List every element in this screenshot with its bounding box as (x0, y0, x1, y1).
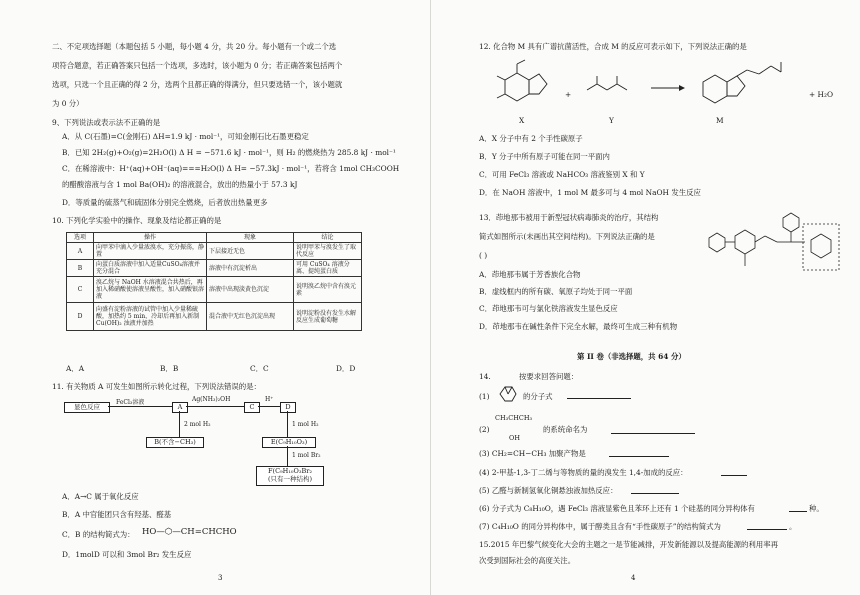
table-cell: D (67, 303, 94, 331)
compound-m-structure (703, 62, 781, 103)
q14-item2-oh: OH (509, 434, 520, 442)
section-header-line-4: 为 0 分） (52, 99, 84, 108)
flow-node-d: D (280, 402, 296, 413)
flow-color-reaction: 显色反应 (64, 402, 110, 413)
table-cell: 向蛋白质溶液中加入适量CuSO₄溶液并充分混合 (94, 260, 207, 277)
q9-option-d: D．等质量的硫蒸气和硫固体分别完全燃烧，后者放出热量更多 (62, 198, 268, 207)
label-water: + H₂O (809, 90, 834, 99)
table-row (67, 303, 362, 331)
label-m: M (716, 116, 724, 125)
q14-item4: (4) 2-甲基-1,3-丁二烯与等物质的量的溴发生 1,4-加成的反应： (479, 468, 688, 477)
q11-option-a: A．A→C 属于氧化反应 (62, 492, 139, 501)
flow-node-f (256, 466, 324, 486)
q11-option-c-structure: HO—⬡—CH=CHCHO (142, 527, 237, 537)
flow-node-f-formula: F(C₉H₁₀O₃Br₂ (268, 467, 312, 475)
q11-stem: 11. 有关物质 A 可发生如图所示转化过程，下列说法错误的是： (52, 382, 261, 391)
q12-option-b: B．Y 分子中所有原子可能在同一平面内 (479, 152, 610, 161)
reaction-arrowhead (679, 85, 685, 91)
q14-item3: (3) CH₂=CH−CH₃ 加聚产物是 (479, 449, 586, 458)
right-page (430, 0, 860, 595)
table-cell: 溶液中有沉淀析出 (207, 260, 294, 277)
q14-item1-label: (1) (479, 392, 490, 401)
table-cell: 混合液中无红色沉淀出现 (207, 303, 294, 331)
q9-option-a: A．从 C(石墨)=C(金刚石) ΔH=1.9 kJ · mol⁻¹，可知金刚石比石墨更稳定 (62, 132, 309, 141)
q15-line-2: 次受到国际社会的高度关注。 (479, 556, 576, 565)
table-cell: A (67, 243, 94, 260)
q13-paren: ( ) (479, 251, 488, 260)
page-number-left: 3 (218, 574, 223, 582)
q13-option-d: D．茚地那韦在碱性条件下完全水解，最终可生成三种有机物 (479, 322, 678, 331)
q13-option-a: A．茚地那韦属于芳香族化合物 (479, 270, 581, 279)
q14-item2-text: 的系统命名为 (543, 425, 588, 434)
part-ii-title: 第 II 卷（非选择题，共 64 分） (577, 352, 686, 361)
flow-label-fecl3: FeCl₃溶液 (116, 399, 145, 406)
flow-arrow (186, 406, 244, 407)
table-header: 结论 (294, 233, 362, 243)
q10-choice-c: C．C (250, 364, 269, 373)
q14-number: 14. (479, 372, 491, 381)
q9-option-c: C．在稀溶液中：H⁺(aq)+OH⁻(aq)===H₂O(l) Δ H= −57.3kJ · mol⁻¹，若将含 1mol CH₃COOH (62, 164, 400, 173)
table-row (67, 277, 362, 303)
table-header: 选项 (67, 233, 94, 243)
q15-line-1: 15.2015 年巴黎气候变化大会的主题之一是节能减排，开发新能源以及提高能源的利用率再 (479, 540, 778, 549)
q10-choice-a: A．A (66, 364, 85, 373)
table-cell: 向甲苯中滴入少量浓溴水，充分振荡，静置 (94, 243, 207, 260)
flow-arrow (258, 406, 280, 407)
table-cell: B (67, 260, 94, 277)
q13-indinavir-structure (699, 210, 849, 280)
compound-y-structure (587, 76, 627, 90)
norbornene-icon (497, 384, 519, 404)
flow-node-b: B(不含−CH₃) (146, 437, 204, 448)
flow-label-hplus: H⁺ (265, 396, 274, 403)
table-cell: 说明溴乙烷中含有溴元素 (294, 277, 362, 303)
section-header-line-3: 选项，只选一个且正确的得 2 分，选两个且都正确的得满分，但只要选错一个，该小题就 (52, 80, 343, 89)
label-y: Y (609, 116, 614, 125)
table-cell: 向盛有淀粉溶液的试管中加入少量稀硫酸，加热约 5 min，冷却后再加入新制 Cu(OH)₂ 浊液并加热 (94, 303, 207, 331)
answer-blank (631, 493, 679, 494)
table-cell: 下层接近无色 (207, 243, 294, 260)
q13-option-c: C．茚地那韦可与氯化铁溶液发生显色反应 (479, 304, 618, 313)
flow-arrow (179, 411, 180, 437)
table-row (67, 260, 362, 277)
section-header-line-1: 二、不定项选择题（本题包括 5 小题，每小题 4 分，共 20 分。每小题有一个或二个选 (52, 42, 337, 51)
flow-node-e: E(C₉H₁₀O₃) (262, 437, 316, 448)
flow-node-a: A (172, 402, 188, 413)
table-cell: C (67, 277, 94, 303)
table-cell: 溴乙烷与 NaOH 水溶液混合共热后，再加入稀硝酸使溶液呈酸性，加入硝酸银溶液 (94, 277, 207, 303)
answer-blank (721, 475, 747, 476)
table-header: 操作 (94, 233, 207, 243)
q14-item6: (6) 分子式为 C₈H₁₀O，遇 FeCl₃ 溶液显紫色且苯环上还有 1 个硅基的同分异构体有 (479, 504, 755, 513)
q13-stem-2: 简式如图所示(未画出其空间结构)。下列说法正确的是 (479, 232, 655, 241)
flow-label-2molh2: 2 mol H₂ (184, 421, 211, 428)
q14-item2-formula-top: CH₃CHCH₃ (495, 414, 533, 422)
q12-option-c: C．可用 FeCl₃ 溶液或 NaHCO₃ 溶液鉴别 X 和 Y (479, 170, 645, 179)
q10-stem: 10. 下列化学实验中的操作、现象及结论都正确的是 (52, 216, 222, 225)
q12-stem: 12. 化合物 M 具有广谱抗菌活性，合成 M 的反应可表示如下，下列说法正确的是 (479, 42, 747, 51)
q12-option-a: A．X 分子中有 2 个手性碳原子 (479, 134, 583, 143)
label-x: X (519, 116, 525, 125)
q14-item6-end: 种。 (809, 504, 824, 513)
q11-option-d: D．1molD 可以和 3mol Br₂ 发生反应 (62, 550, 192, 559)
table-header-row (67, 233, 362, 243)
flow-node-c: C (244, 402, 260, 413)
q14-item2-label: (2) (479, 425, 490, 434)
flow-node-f-note: (只有一种结构) (267, 475, 313, 483)
q14-item5: (5) 乙醛与新制氢氧化铜悬浊液加热反应： (479, 486, 618, 495)
flow-arrow (287, 446, 288, 466)
q10-choice-d: D．D (336, 364, 356, 373)
flow-label-agnh3: Ag(NH₃)₂OH (192, 396, 231, 403)
q14-item7: (7) C₄H₁₀O 的同分异构体中，属于醇类且含有“手性碳原子”的结构简式为 (479, 522, 721, 531)
flow-arrow (108, 406, 172, 407)
q12-option-d: D．在 NaOH 溶液中，1 mol M 最多可与 4 mol NaOH 发生反应 (479, 188, 701, 197)
q10-table (66, 232, 362, 331)
q9-stem: 9、下列说法或表示法不正确的是 (52, 118, 161, 127)
section-header-line-2: 项符合题意，若正确答案只包括一个选项，多选时，该小题为 0 分；若正确答案包括两个 (52, 61, 343, 70)
q11-option-c: C．B 的结构简式为： (62, 530, 135, 539)
table-row (67, 243, 362, 260)
flow-label-1molh2: 1 mol H₂ (292, 421, 319, 428)
flow-arrow (287, 411, 288, 437)
q14-item7-end: 。 (789, 522, 797, 531)
table-cell: 溶液中出现淡黄色沉淀 (207, 277, 294, 303)
answer-blank (567, 398, 631, 399)
q12-reaction-scheme (475, 58, 805, 122)
flow-label-br2: 1 mol Br₂ (292, 452, 321, 459)
answer-blank (747, 529, 787, 530)
answer-blank (611, 433, 695, 434)
table-cell: 说明甲苯与溴发生了取代反应 (294, 243, 362, 260)
page-number-right: 4 (631, 574, 636, 582)
answer-blank (789, 511, 807, 512)
q11-option-b: B．A 中官能团只含有羟基、醛基 (62, 510, 172, 519)
compound-x-structure (497, 60, 547, 101)
table-header: 现象 (207, 233, 294, 243)
q14-intro: 按要求回答问题： (519, 372, 579, 381)
q9-option-c-cont: 的醋酸溶液与含 1 mol Ba(OH)₂ 的溶液混合，放出的热量小于 57.3 kJ (62, 180, 298, 189)
q13-stem-1: 13．茚地那韦被用于新型冠状病毒肺炎的治疗，其结构 (479, 213, 659, 222)
q14-item1-text: 的分子式 (523, 392, 553, 401)
label-plus: + (565, 90, 572, 99)
table-cell: 说明淀粉没有发生水解反应生成葡萄糖 (294, 303, 362, 331)
answer-blank (609, 456, 669, 457)
q13-option-b: B．虚线框内的所有碳、氧原子均处于同一平面 (479, 287, 633, 296)
table-cell: 可用 CuSO₄ 溶液分离、提纯蛋白质 (294, 260, 362, 277)
q9-option-b: B．已知 2H₂(g)+O₂(g)=2H₂O(l) Δ H = −571.6 kJ · mol⁻¹，则 H₂ 的燃烧热为 285.8 kJ · mol⁻¹ (62, 148, 396, 157)
q10-choice-b: B．B (160, 364, 179, 373)
